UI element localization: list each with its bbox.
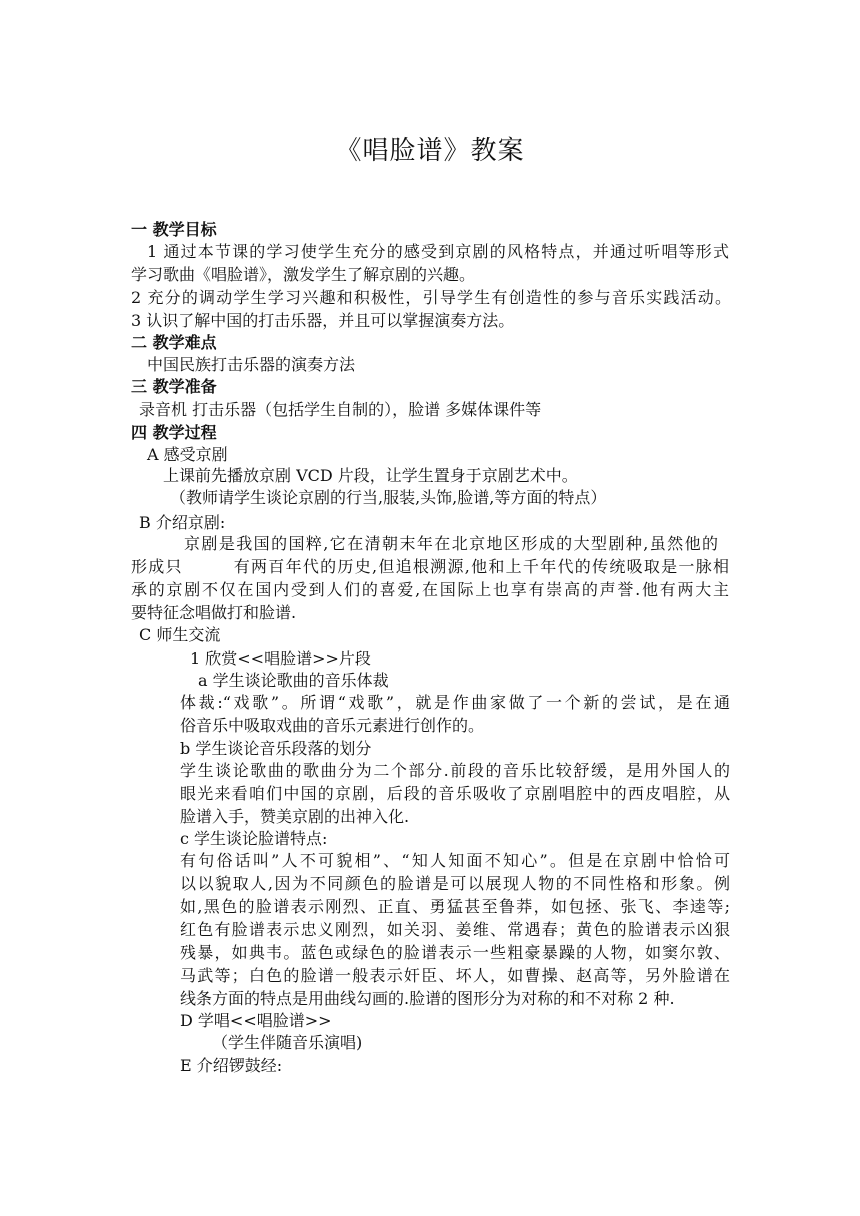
step-c-c-line-5: 残暴，如典韦。蓝色或绿色的脸谱表示一些粗豪暴躁的人物，如窦尔敦、 [180, 943, 730, 962]
step-a-line-1: 上课前先播放京剧 VCD 片段，让学生置身于京剧艺术中。 [163, 466, 578, 485]
preparation-text: 录音机 打击乐器（包括学生自制的），脸谱 多媒体课件等 [139, 400, 542, 419]
step-c-b-line-2: 眼光来看咱们中国的京剧，后段的音乐吸收了京剧唱腔中的西皮唱腔，从 [180, 784, 730, 803]
step-c-b-title: b 学生谈论音乐段落的划分 [180, 739, 372, 758]
step-c-c-line-6: 马武等；白色的脸谱一般表示奸臣、坏人，如曹操、赵高等，另外脸谱在 [180, 966, 730, 985]
section-heading-process: 四 教学过程 [131, 423, 217, 442]
objective-item-3: 3 认识了解中国的打击乐器，并且可以掌握演奏方法。 [131, 311, 515, 330]
step-b-paragraph-line-2: 形成只 有两百年代的历史,但追根溯源,他和上千年代的传统吸取是一脉相 [131, 557, 729, 576]
step-c-a-line-1: 体裁:“戏歌”。所谓“戏歌”，就是作曲家做了一个新的尝试，是在通 [180, 693, 730, 712]
step-c-b-line-1: 学生谈论歌曲的歌曲分为二个部分.前段的音乐比较舒缓，是用外国人的 [180, 761, 730, 780]
document-title: 《唱脸谱》教案 [335, 136, 525, 166]
step-b-paragraph-line-4: 要特征念唱做打和脸谱. [131, 603, 297, 622]
step-b-title: B 介绍京剧: [139, 513, 226, 532]
step-b-paragraph-line-1: 京剧是我国的国粹,它在清朝末年在北京地区形成的大型剧种,虽然他的 [184, 534, 718, 553]
step-c-c-line-1: 有句俗话叫”人不可貌相”、“知人知面不知心”。但是在京剧中恰恰可 [180, 851, 730, 870]
objective-item-2: 2 充分的调动学生学习兴趣和积极性，引导学生有创造性的参与音乐实践活动。 [131, 288, 731, 307]
step-e-title: E 介绍锣鼓经: [180, 1056, 283, 1075]
step-b-paragraph-line-3: 承的京剧不仅在国内受到人们的喜爱,在国际上也享有崇高的声誉.他有两大主 [131, 580, 729, 599]
step-a-title: A 感受京剧 [147, 445, 228, 464]
step-c-item-1: 1 欣赏<<唱脸谱>>片段 [190, 649, 371, 668]
step-c-title: C 师生交流 [139, 625, 221, 644]
objective-item-1: 1 通过本节课的学习使学生充分的感受到京剧的风格特点，并通过听唱等形式 [147, 242, 729, 261]
step-c-c-title: c 学生谈论脸谱特点: [180, 829, 328, 848]
step-d-line: （学生伴随音乐演唱) [212, 1033, 363, 1052]
step-d-title: D 学唱<<唱脸谱>> [180, 1011, 332, 1030]
step-c-c-line-7: 线条方面的特点是用曲线勾画的.脸谱的图形分为对称的和不对称 2 种. [180, 989, 675, 1008]
section-heading-preparation: 三 教学准备 [131, 377, 217, 396]
step-a-line-2: （教师请学生谈论京剧的行当,服装,头饰,脸谱,等方面的特点） [170, 488, 607, 507]
step-c-a-title: a 学生谈论歌曲的音乐体裁 [198, 671, 389, 690]
section-heading-objectives: 一 教学目标 [131, 220, 217, 239]
step-c-c-line-3: 如,黑色的脸谱表示刚烈、正直、勇猛甚至鲁莽，如包拯、张飞、李逵等; [180, 897, 730, 916]
objective-item-1-cont: 学习歌曲《唱脸谱》，激发学生了解京剧的兴趣。 [131, 265, 476, 284]
step-c-b-line-3: 脸谱入手，赞美京剧的出神入化. [180, 807, 410, 826]
section-heading-difficulty: 二 教学难点 [131, 333, 217, 352]
step-c-a-line-2: 俗音乐中吸取戏曲的音乐元素进行创作的。 [180, 716, 485, 735]
difficulty-text: 中国民族打击乐器的演奏方法 [147, 355, 356, 374]
step-c-c-line-2: 以以貌取人,因为不同颜色的脸谱是可以展现人物的不同性格和形象。例 [180, 874, 730, 893]
step-c-c-line-4: 红色有脸谱表示忠义刚烈，如关羽、姜维、常遇春；黄色的脸谱表示凶狠 [180, 920, 730, 939]
